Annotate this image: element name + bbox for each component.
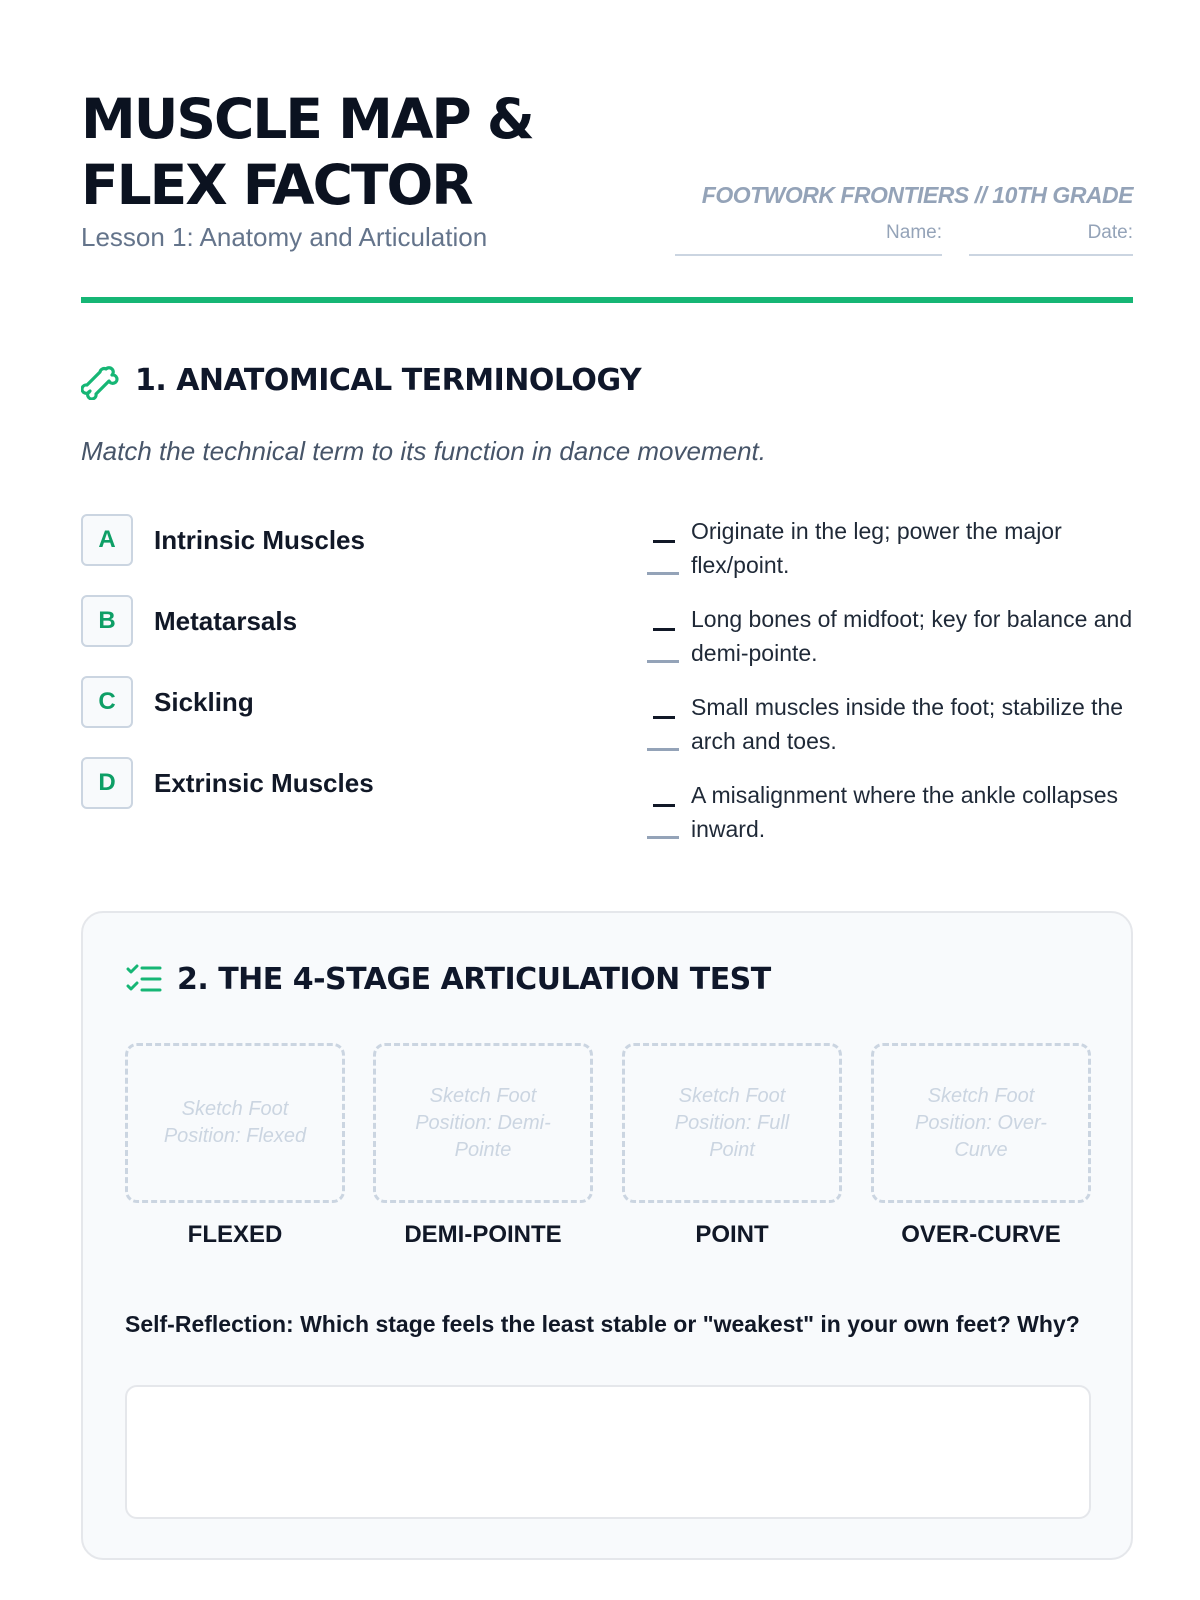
definition-item (647, 602, 1133, 674)
reflection-prompt: Self-Reflection: Which stage feels the least stable or "weakest" in your own feet? Why? (125, 1311, 1080, 1337)
date-field[interactable] (969, 222, 1133, 256)
answer-blank[interactable] (647, 614, 679, 664)
answer-blank[interactable] (647, 702, 679, 752)
term-letter-badge: C (81, 676, 133, 728)
stage-over-curve (871, 1043, 1091, 1249)
stage-label: POINT (695, 1221, 769, 1248)
term-label: Sickling (154, 686, 254, 717)
definition-text: Small muscles inside the foot; stabilize the arch and toes. (691, 694, 1124, 754)
term-item (81, 595, 297, 647)
definition-text: A misalignment where the ankle collapses inward. (691, 782, 1119, 842)
definition-text: Originate in the leg; power the major flex/point. (691, 518, 1062, 578)
lesson-subtitle: Lesson 1: Anatomy and Articulation (81, 222, 488, 252)
section-1-title: 1. ANATOMICAL TERMINOLOGY (135, 362, 642, 398)
title-line-1: MUSCLE MAP & (81, 87, 533, 151)
sketch-box[interactable]: Sketch Foot Position: Demi-Pointe (373, 1043, 593, 1203)
section-1-instructions: Match the technical term to its function in dance movement. (81, 436, 767, 466)
title-line-2: FLEX FACTOR (81, 153, 472, 217)
section-2-header (125, 959, 771, 999)
sketch-box[interactable]: Sketch Foot Position: Over-Curve (871, 1043, 1091, 1203)
articulation-test-card (81, 911, 1133, 1560)
worksheet-page (81, 0, 1133, 1600)
section-2-title: 2. THE 4-STAGE ARTICULATION TEST (177, 961, 771, 997)
sketch-box[interactable]: Sketch Foot Position: Flexed (125, 1043, 345, 1203)
answer-blank[interactable] (647, 526, 679, 576)
term-letter-badge: D (81, 757, 133, 809)
stage-demi-pointe (373, 1043, 593, 1249)
definition-item (647, 778, 1133, 850)
term-label: Intrinsic Muscles (154, 524, 365, 555)
course-label: FOOTWORK FRONTIERS // 10TH GRADE (701, 182, 1133, 208)
stage-label: OVER-CURVE (901, 1221, 1061, 1248)
stage-label: DEMI-POINTE (404, 1221, 562, 1248)
term-item (81, 514, 365, 566)
definition-text: Long bones of midfoot; key for balance and demi-pointe. (691, 606, 1133, 666)
term-letter-badge: A (81, 514, 133, 566)
stage-grid (125, 1043, 1091, 1263)
name-field[interactable] (675, 222, 942, 256)
name-label: Name: (886, 222, 942, 243)
stage-point (622, 1043, 842, 1249)
term-label: Extrinsic Muscles (154, 767, 374, 798)
term-item (81, 757, 374, 809)
term-item (81, 676, 254, 728)
sketch-box[interactable]: Sketch Foot Position: Full Point (622, 1043, 842, 1203)
definition-item (647, 690, 1133, 762)
term-label: Metatarsals (154, 605, 298, 636)
definition-item (647, 514, 1133, 586)
term-letter-badge: B (81, 595, 133, 647)
header-divider (81, 297, 1133, 303)
reflection-answer-box[interactable] (125, 1385, 1091, 1519)
answer-blank[interactable] (647, 790, 679, 840)
bone-icon (81, 360, 121, 400)
section-1-header (81, 360, 641, 400)
worksheet-title (81, 86, 533, 218)
stage-label: FLEXED (187, 1221, 283, 1248)
checklist-icon (125, 962, 163, 996)
date-label: Date: (1087, 222, 1133, 243)
stage-flexed (125, 1043, 345, 1249)
